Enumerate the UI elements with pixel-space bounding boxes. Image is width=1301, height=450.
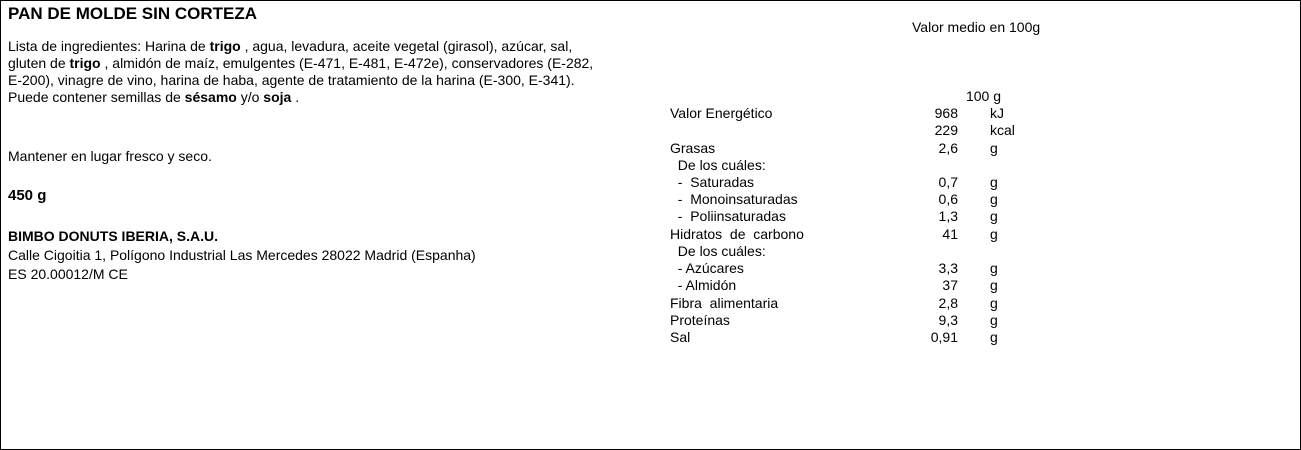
ingredients-line bbox=[8, 55, 648, 72]
nutrition-value: 0,91 bbox=[930, 329, 958, 345]
company-registry: ES 20.00012/M CE bbox=[8, 266, 128, 282]
nutrition-label: Hidratos de carbono bbox=[670, 226, 804, 242]
allergen-warning bbox=[8, 89, 648, 106]
storage-instructions: Mantener en lugar fresco y seco. bbox=[8, 148, 212, 164]
nutrition-value: 0,6 bbox=[938, 191, 958, 207]
allergen-trigo: trigo bbox=[209, 38, 241, 54]
nutrition-value: 41 bbox=[942, 226, 958, 242]
nutrition-row-monounsaturated bbox=[670, 191, 1030, 208]
company-name: BIMBO DONUTS IBERIA, S.A.U. bbox=[8, 228, 219, 244]
nutrition-value: 1,3 bbox=[938, 208, 958, 224]
nutrition-label: - Poliinsaturadas bbox=[670, 208, 786, 224]
ingredients-line bbox=[8, 38, 648, 55]
product-title: PAN DE MOLDE SIN CORTEZA bbox=[8, 4, 258, 23]
nutrition-unit: g bbox=[990, 312, 998, 328]
nutrition-unit: g bbox=[990, 191, 998, 207]
nutrition-label: - Monoinsaturadas bbox=[670, 191, 798, 207]
ingredients-text: Lista de ingredientes: Harina de bbox=[8, 38, 210, 54]
nutrition-row-salt bbox=[670, 329, 1030, 346]
nutrition-row-protein bbox=[670, 312, 1030, 329]
ingredients-text: , almidón de maíz, emulgentes (E-471, E-481, E-472e), conservadores (E-282, bbox=[100, 55, 594, 71]
nutrition-label: - Azúcares bbox=[670, 260, 744, 276]
nutrition-unit: g bbox=[990, 277, 998, 293]
ingredients-text: . bbox=[291, 89, 300, 105]
nutrition-row-fibre bbox=[670, 295, 1030, 312]
nutrition-value: 968 bbox=[934, 105, 958, 121]
nutrition-row-fat-of-which bbox=[670, 157, 1030, 174]
nutrition-value: 2,6 bbox=[938, 140, 958, 156]
ingredients-list bbox=[8, 38, 648, 106]
nutrition-label: Fibra alimentaria bbox=[670, 295, 779, 311]
nutrition-row-saturated bbox=[670, 174, 1030, 191]
nutrition-value: 0,7 bbox=[938, 174, 958, 190]
nutrition-row-polyunsaturated bbox=[670, 208, 1030, 225]
nutrition-label: De los cuáles: bbox=[670, 157, 766, 173]
nutrition-unit: g bbox=[990, 329, 998, 345]
nutrition-value: 9,3 bbox=[938, 312, 958, 328]
nutrition-unit: kcal bbox=[990, 122, 1015, 138]
nutrition-row-energy-kj bbox=[670, 105, 1030, 122]
nutrition-label: - Saturadas bbox=[670, 174, 755, 190]
allergen-trigo: trigo bbox=[69, 55, 101, 71]
nutrition-row-carb-of-which bbox=[670, 243, 1030, 260]
ingredients-text: gluten de bbox=[8, 55, 70, 71]
nutrition-unit: g bbox=[990, 226, 998, 242]
nutrition-label: Proteínas bbox=[670, 312, 730, 328]
nutrition-unit: g bbox=[990, 295, 998, 311]
allergen-soja: soja bbox=[263, 89, 292, 105]
ingredients-line: E-200), vinagre de vino, harina de haba, agente de tratamiento de la harina (E-300, E-341). bbox=[8, 72, 575, 88]
nutrition-unit: g bbox=[990, 174, 998, 190]
nutrition-label: Valor Energético bbox=[670, 105, 773, 121]
nutrition-unit: g bbox=[990, 208, 998, 224]
nutrition-unit: kJ bbox=[990, 105, 1004, 121]
nutrition-label: Grasas bbox=[670, 140, 716, 156]
nutrition-row-starch bbox=[670, 277, 1030, 294]
net-weight: 450 g bbox=[8, 187, 47, 204]
nutrition-row-sugars bbox=[670, 260, 1030, 277]
nutrition-row-carbohydrates bbox=[670, 226, 1030, 243]
nutrition-header: Valor medio en 100g bbox=[912, 19, 1041, 35]
nutrition-label: De los cuáles: bbox=[670, 243, 766, 259]
nutrition-label: - Almidón bbox=[670, 277, 737, 293]
nutrition-value: 37 bbox=[942, 277, 958, 293]
ingredients-text: , agua, levadura, aceite vegetal (girasol), azúcar, sal, bbox=[240, 38, 573, 54]
nutrition-unit: g bbox=[990, 140, 998, 156]
nutrition-value: 3,3 bbox=[938, 260, 958, 276]
nutrition-portion: 100 g bbox=[965, 88, 1001, 104]
nutrition-value: 229 bbox=[934, 122, 958, 138]
ingredients-text: Puede contener semillas de bbox=[8, 89, 185, 105]
nutrition-unit: g bbox=[990, 260, 998, 276]
allergen-sesamo: sésamo bbox=[184, 89, 237, 105]
nutrition-value: 2,8 bbox=[938, 295, 958, 311]
nutrition-row-energy-kcal bbox=[670, 122, 1030, 139]
company-address: Calle Cigoitia 1, Polígono Industrial Las Mercedes 28022 Madrid (Espanha) bbox=[8, 247, 476, 263]
ingredients-text: y/o bbox=[236, 89, 264, 105]
nutrition-row-fat bbox=[670, 140, 1030, 157]
nutrition-label: Sal bbox=[670, 329, 691, 345]
